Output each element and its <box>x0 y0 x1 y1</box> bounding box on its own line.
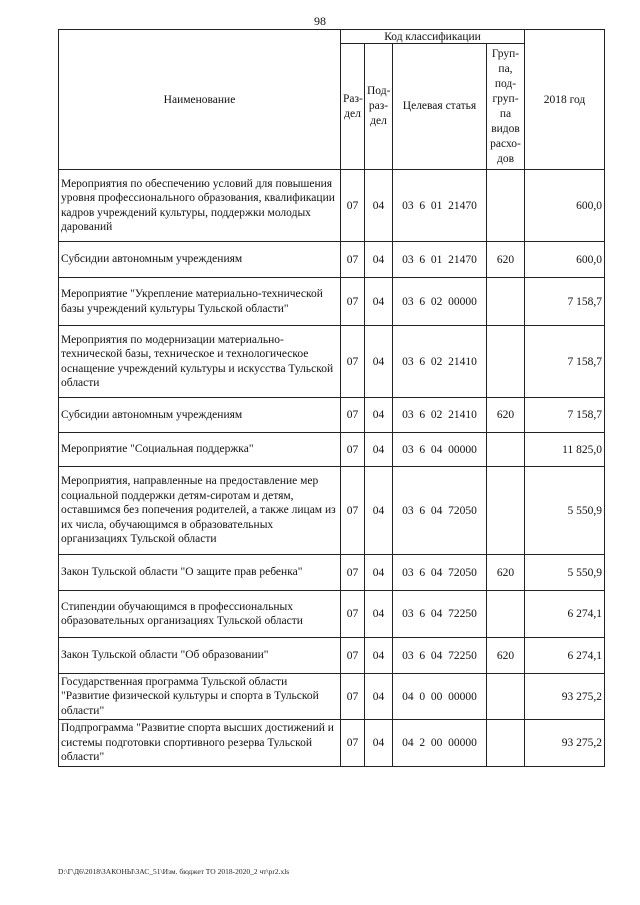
row-subsection: 04 <box>365 591 393 638</box>
row-name: Закон Тульской области "Об образовании" <box>59 638 341 674</box>
table-row <box>59 242 605 278</box>
row-amount-2018: 7 158,7 <box>525 398 605 433</box>
header-section: Раз- дел <box>341 44 365 170</box>
row-target-article: 04 0 00 00000 <box>393 674 487 720</box>
row-amount-2018: 600,0 <box>525 242 605 278</box>
header-name: Наименование <box>59 30 341 170</box>
table-row <box>59 170 605 242</box>
header-subsection: Под- раз- дел <box>365 44 393 170</box>
row-name: Стипендии обучающимся в профессиональных образовательных организациях Тульской области <box>59 591 341 638</box>
row-amount-2018: 6 274,1 <box>525 638 605 674</box>
row-name: Субсидии автономным учреждениям <box>59 398 341 433</box>
table-row <box>59 555 605 591</box>
row-subsection: 04 <box>365 674 393 720</box>
row-section: 07 <box>341 433 365 467</box>
row-amount-2018: 7 158,7 <box>525 326 605 398</box>
header-expense-group: Груп- па, под- груп- па видов расхо- дов <box>487 44 525 170</box>
table-row <box>59 720 605 767</box>
row-section: 07 <box>341 591 365 638</box>
table-row <box>59 326 605 398</box>
row-target-article: 03 6 02 00000 <box>393 278 487 326</box>
table-row <box>59 638 605 674</box>
row-subsection: 04 <box>365 170 393 242</box>
row-target-article: 03 6 04 72050 <box>393 555 487 591</box>
row-target-article: 03 6 04 72250 <box>393 591 487 638</box>
row-target-article: 03 6 04 72250 <box>393 638 487 674</box>
row-subsection: 04 <box>365 467 393 555</box>
page-number: 98 <box>314 14 326 28</box>
row-subsection: 04 <box>365 433 393 467</box>
row-subsection: 04 <box>365 326 393 398</box>
row-expense-group: 620 <box>487 555 525 591</box>
row-section: 07 <box>341 674 365 720</box>
header-classification-code: Код классификации <box>341 30 525 44</box>
row-expense-group <box>487 170 525 242</box>
row-subsection: 04 <box>365 398 393 433</box>
row-subsection: 04 <box>365 278 393 326</box>
row-name: Мероприятия по обеспечению условий для повышения уровня профессионального образования, квалификации кадров учреждений культуры, поддержки молодых дарований <box>59 170 341 242</box>
row-name: Субсидии автономным учреждениям <box>59 242 341 278</box>
row-name: Подпрограмма "Развитие спорта высших достижений и системы подготовки спортивного резерва Тульской области" <box>59 720 341 767</box>
table-row <box>59 591 605 638</box>
row-target-article: 03 6 01 21470 <box>393 242 487 278</box>
row-target-article: 04 2 00 00000 <box>393 720 487 767</box>
row-expense-group <box>487 720 525 767</box>
table-row <box>59 674 605 720</box>
row-name: Мероприятия, направленные на предоставление мер социальной поддержки детям-сиротам и детям, оставшимся без попечения родителей, а также лицам из их числа, обучающимся в образовательных организациях Тульской области <box>59 467 341 555</box>
row-amount-2018: 5 550,9 <box>525 555 605 591</box>
table-row <box>59 467 605 555</box>
budget-table <box>58 29 605 767</box>
row-name: Мероприятие "Социальная поддержка" <box>59 433 341 467</box>
row-name: Мероприятия по модернизации материально-технической базы, техническое и технологическое оснащение учреждений культуры и искусства Тульской области <box>59 326 341 398</box>
row-amount-2018: 7 158,7 <box>525 278 605 326</box>
row-target-article: 03 6 02 21410 <box>393 326 487 398</box>
row-name: Государственная программа Тульской области "Развитие физической культуры и спорта в Тульской области" <box>59 674 341 720</box>
header-year: 2018 год <box>525 30 605 170</box>
row-amount-2018: 93 275,2 <box>525 720 605 767</box>
row-amount-2018: 600,0 <box>525 170 605 242</box>
row-section: 07 <box>341 638 365 674</box>
row-expense-group <box>487 326 525 398</box>
row-subsection: 04 <box>365 720 393 767</box>
row-expense-group <box>487 278 525 326</box>
row-target-article: 03 6 01 21470 <box>393 170 487 242</box>
footer-file-path: D:\Г\Д6\2018\ЗАКОНЫ\ЗАС_51\Изм. бюджет ТО 2018-2020_2 чт\pr2.xls <box>58 867 290 876</box>
row-amount-2018: 5 550,9 <box>525 467 605 555</box>
row-section: 07 <box>341 467 365 555</box>
row-name: Закон Тульской области "О защите прав ребенка" <box>59 555 341 591</box>
table-row <box>59 278 605 326</box>
row-section: 07 <box>341 398 365 433</box>
row-target-article: 03 6 02 21410 <box>393 398 487 433</box>
row-section: 07 <box>341 720 365 767</box>
table-row <box>59 433 605 467</box>
row-subsection: 04 <box>365 242 393 278</box>
row-name: Мероприятие "Укрепление материально-технической базы учреждений культуры Тульской области" <box>59 278 341 326</box>
row-expense-group: 620 <box>487 242 525 278</box>
row-target-article: 03 6 04 00000 <box>393 433 487 467</box>
row-section: 07 <box>341 278 365 326</box>
row-amount-2018: 93 275,2 <box>525 674 605 720</box>
row-section: 07 <box>341 555 365 591</box>
table-row <box>59 398 605 433</box>
row-subsection: 04 <box>365 555 393 591</box>
row-expense-group <box>487 674 525 720</box>
row-expense-group <box>487 591 525 638</box>
row-subsection: 04 <box>365 638 393 674</box>
row-section: 07 <box>341 326 365 398</box>
row-target-article: 03 6 04 72050 <box>393 467 487 555</box>
row-expense-group <box>487 467 525 555</box>
row-amount-2018: 11 825,0 <box>525 433 605 467</box>
row-expense-group <box>487 433 525 467</box>
row-section: 07 <box>341 242 365 278</box>
row-expense-group: 620 <box>487 638 525 674</box>
row-expense-group: 620 <box>487 398 525 433</box>
row-section: 07 <box>341 170 365 242</box>
row-amount-2018: 6 274,1 <box>525 591 605 638</box>
header-target-article: Целевая статья <box>393 44 487 170</box>
